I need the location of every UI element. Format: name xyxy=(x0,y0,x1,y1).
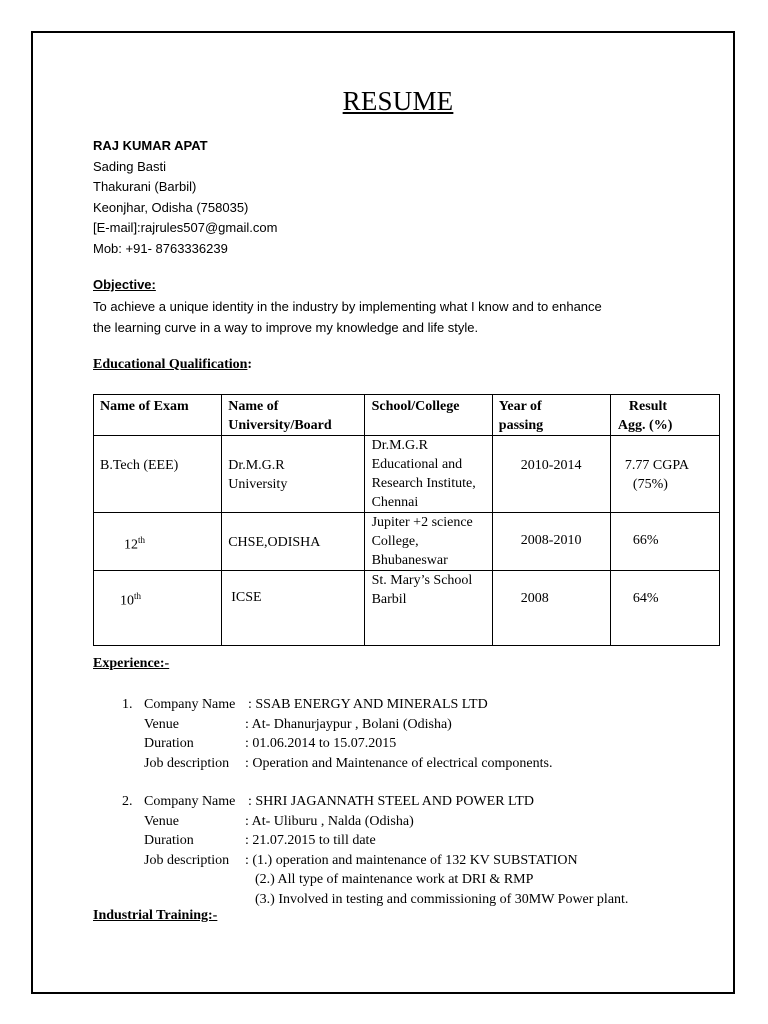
cell-result-text: 64% xyxy=(632,591,659,606)
education-heading xyxy=(93,357,252,373)
cell-board-line-2: University xyxy=(228,477,288,492)
job-description: : Operation and Maintenance of electrical components. xyxy=(245,755,553,771)
experience-heading: Experience:- xyxy=(93,656,170,671)
cell-school-line-2: College, xyxy=(371,534,419,549)
job-labels xyxy=(144,695,235,773)
education-table xyxy=(93,394,720,646)
cell-school-line-1: Dr.M.G.R xyxy=(371,438,428,453)
job-description-line-1: : (1.) operation and maintenance of 132 KV SUBSTATION xyxy=(245,852,578,868)
header-year-line-1: Year of xyxy=(498,399,542,414)
cell-year-text: 2010-2014 xyxy=(520,458,582,473)
cell-school xyxy=(364,571,492,646)
objective-line-2: the learning curve in a way to improve my knowledge and life style. xyxy=(93,319,479,335)
company-label: Company Name xyxy=(144,794,236,809)
contact-block xyxy=(93,136,277,259)
objective-line-1: To achieve a unique identity in the industry by implementing what I know and to enhance xyxy=(93,299,602,314)
cell-board xyxy=(222,436,364,513)
cell-result-line-2: (75%) xyxy=(632,477,668,492)
cell-exam-text: B.Tech (EEE) xyxy=(100,458,179,473)
cell-result xyxy=(610,571,719,646)
header-board-line-1: Name of xyxy=(228,399,279,414)
header-school xyxy=(364,395,492,436)
job-values xyxy=(245,792,628,909)
company-name: : SHRI JAGANNATH STEEL AND POWER LTD xyxy=(248,794,534,809)
cell-school xyxy=(364,436,492,513)
cell-school-line-1: St. Mary’s School xyxy=(371,573,473,588)
header-exam-text: Name of Exam xyxy=(100,399,189,414)
job-labels xyxy=(144,792,235,870)
applicant-name: RAJ KUMAR APAT xyxy=(93,138,208,153)
cell-school-line-2: Barbil xyxy=(371,592,407,607)
cell-result-line-1: 7.77 CGPA xyxy=(624,458,689,473)
job-number: 1. xyxy=(122,697,133,712)
job-number: 2. xyxy=(122,794,133,809)
cell-board-line-1: Dr.M.G.R xyxy=(228,458,285,473)
header-result-line-2: Agg. (%) xyxy=(617,418,673,433)
cell-school-line-3: Research Institute, xyxy=(371,476,476,491)
objective-heading: Objective: xyxy=(93,277,156,292)
venue-label: Venue xyxy=(144,813,179,829)
address-line-1: Sading Basti xyxy=(93,158,166,174)
mobile: Mob: +91- 8763336239 xyxy=(93,240,228,256)
venue-label: Venue xyxy=(144,716,179,732)
objective-text xyxy=(93,297,693,338)
job-values xyxy=(245,695,553,773)
cell-year-text: 2008-2010 xyxy=(520,533,582,548)
cell-board xyxy=(222,571,364,646)
cell-exam-text: 10 xyxy=(120,593,134,609)
address-line-3: Keonjhar, Odisha (758035) xyxy=(93,199,249,215)
job-description-label: Job description xyxy=(144,755,230,771)
resume-title: RESUME xyxy=(342,86,454,116)
header-board xyxy=(222,395,364,436)
job-description-line-2: (2.) All type of maintenance work at DRI & RMP xyxy=(255,872,534,887)
header-result-line-1: Result xyxy=(628,399,668,414)
cell-exam-text: 12 xyxy=(124,537,138,553)
cell-exam xyxy=(94,571,222,646)
header-result xyxy=(610,395,719,436)
cell-board-text: ICSE xyxy=(231,590,262,605)
cell-school-line-4: Chennai xyxy=(371,495,419,510)
education-heading-colon: : xyxy=(247,357,253,372)
cell-school-line-2: Educational and xyxy=(371,457,463,472)
header-year xyxy=(492,395,610,436)
header-school-text: School/College xyxy=(371,399,460,414)
cell-exam-superscript: th xyxy=(134,591,142,601)
cell-school-line-3: Bhubaneswar xyxy=(371,553,448,568)
cell-year xyxy=(492,513,610,571)
company-name: : SSAB ENERGY AND MINERALS LTD xyxy=(248,697,488,712)
cell-year-text: 2008 xyxy=(520,591,549,606)
header-board-line-2: University/Board xyxy=(228,418,332,433)
venue: : At- Uliburu , Nalda (Odisha) xyxy=(245,813,414,829)
table-row xyxy=(94,571,720,646)
job-description-line-3: (3.) Involved in testing and commissioning of 30MW Power plant. xyxy=(255,891,629,907)
cell-year xyxy=(492,571,610,646)
job-description-label: Job description xyxy=(144,852,230,868)
cell-board xyxy=(222,513,364,571)
cell-result xyxy=(610,513,719,571)
cell-result xyxy=(610,436,719,513)
cell-exam xyxy=(94,436,222,513)
duration-label: Duration xyxy=(144,833,194,848)
duration: : 21.07.2015 to till date xyxy=(245,833,376,848)
table-row xyxy=(94,436,720,513)
cell-school-line-1: Jupiter +2 science xyxy=(371,515,473,530)
address-line-2: Thakurani (Barbil) xyxy=(93,179,197,194)
cell-result-text: 66% xyxy=(632,533,659,548)
education-heading-text: Educational Qualification xyxy=(93,357,248,372)
cell-school xyxy=(364,513,492,571)
header-exam xyxy=(94,395,222,436)
industrial-training-heading: Industrial Training:- xyxy=(93,908,218,923)
cell-exam-superscript: th xyxy=(138,535,146,545)
venue: : At- Dhanurjaypur , Bolani (Odisha) xyxy=(245,716,452,732)
table-row xyxy=(94,513,720,571)
cell-board-text: CHSE,ODISHA xyxy=(228,535,321,550)
header-year-line-2: passing xyxy=(498,418,544,433)
cell-exam xyxy=(94,513,222,571)
cell-year xyxy=(492,436,610,513)
table-header-row xyxy=(94,395,720,436)
company-label: Company Name xyxy=(144,697,236,712)
email: [E-mail]:rajrules507@gmail.com xyxy=(93,220,278,235)
duration-label: Duration xyxy=(144,736,194,751)
duration: : 01.06.2014 to 15.07.2015 xyxy=(245,736,397,751)
